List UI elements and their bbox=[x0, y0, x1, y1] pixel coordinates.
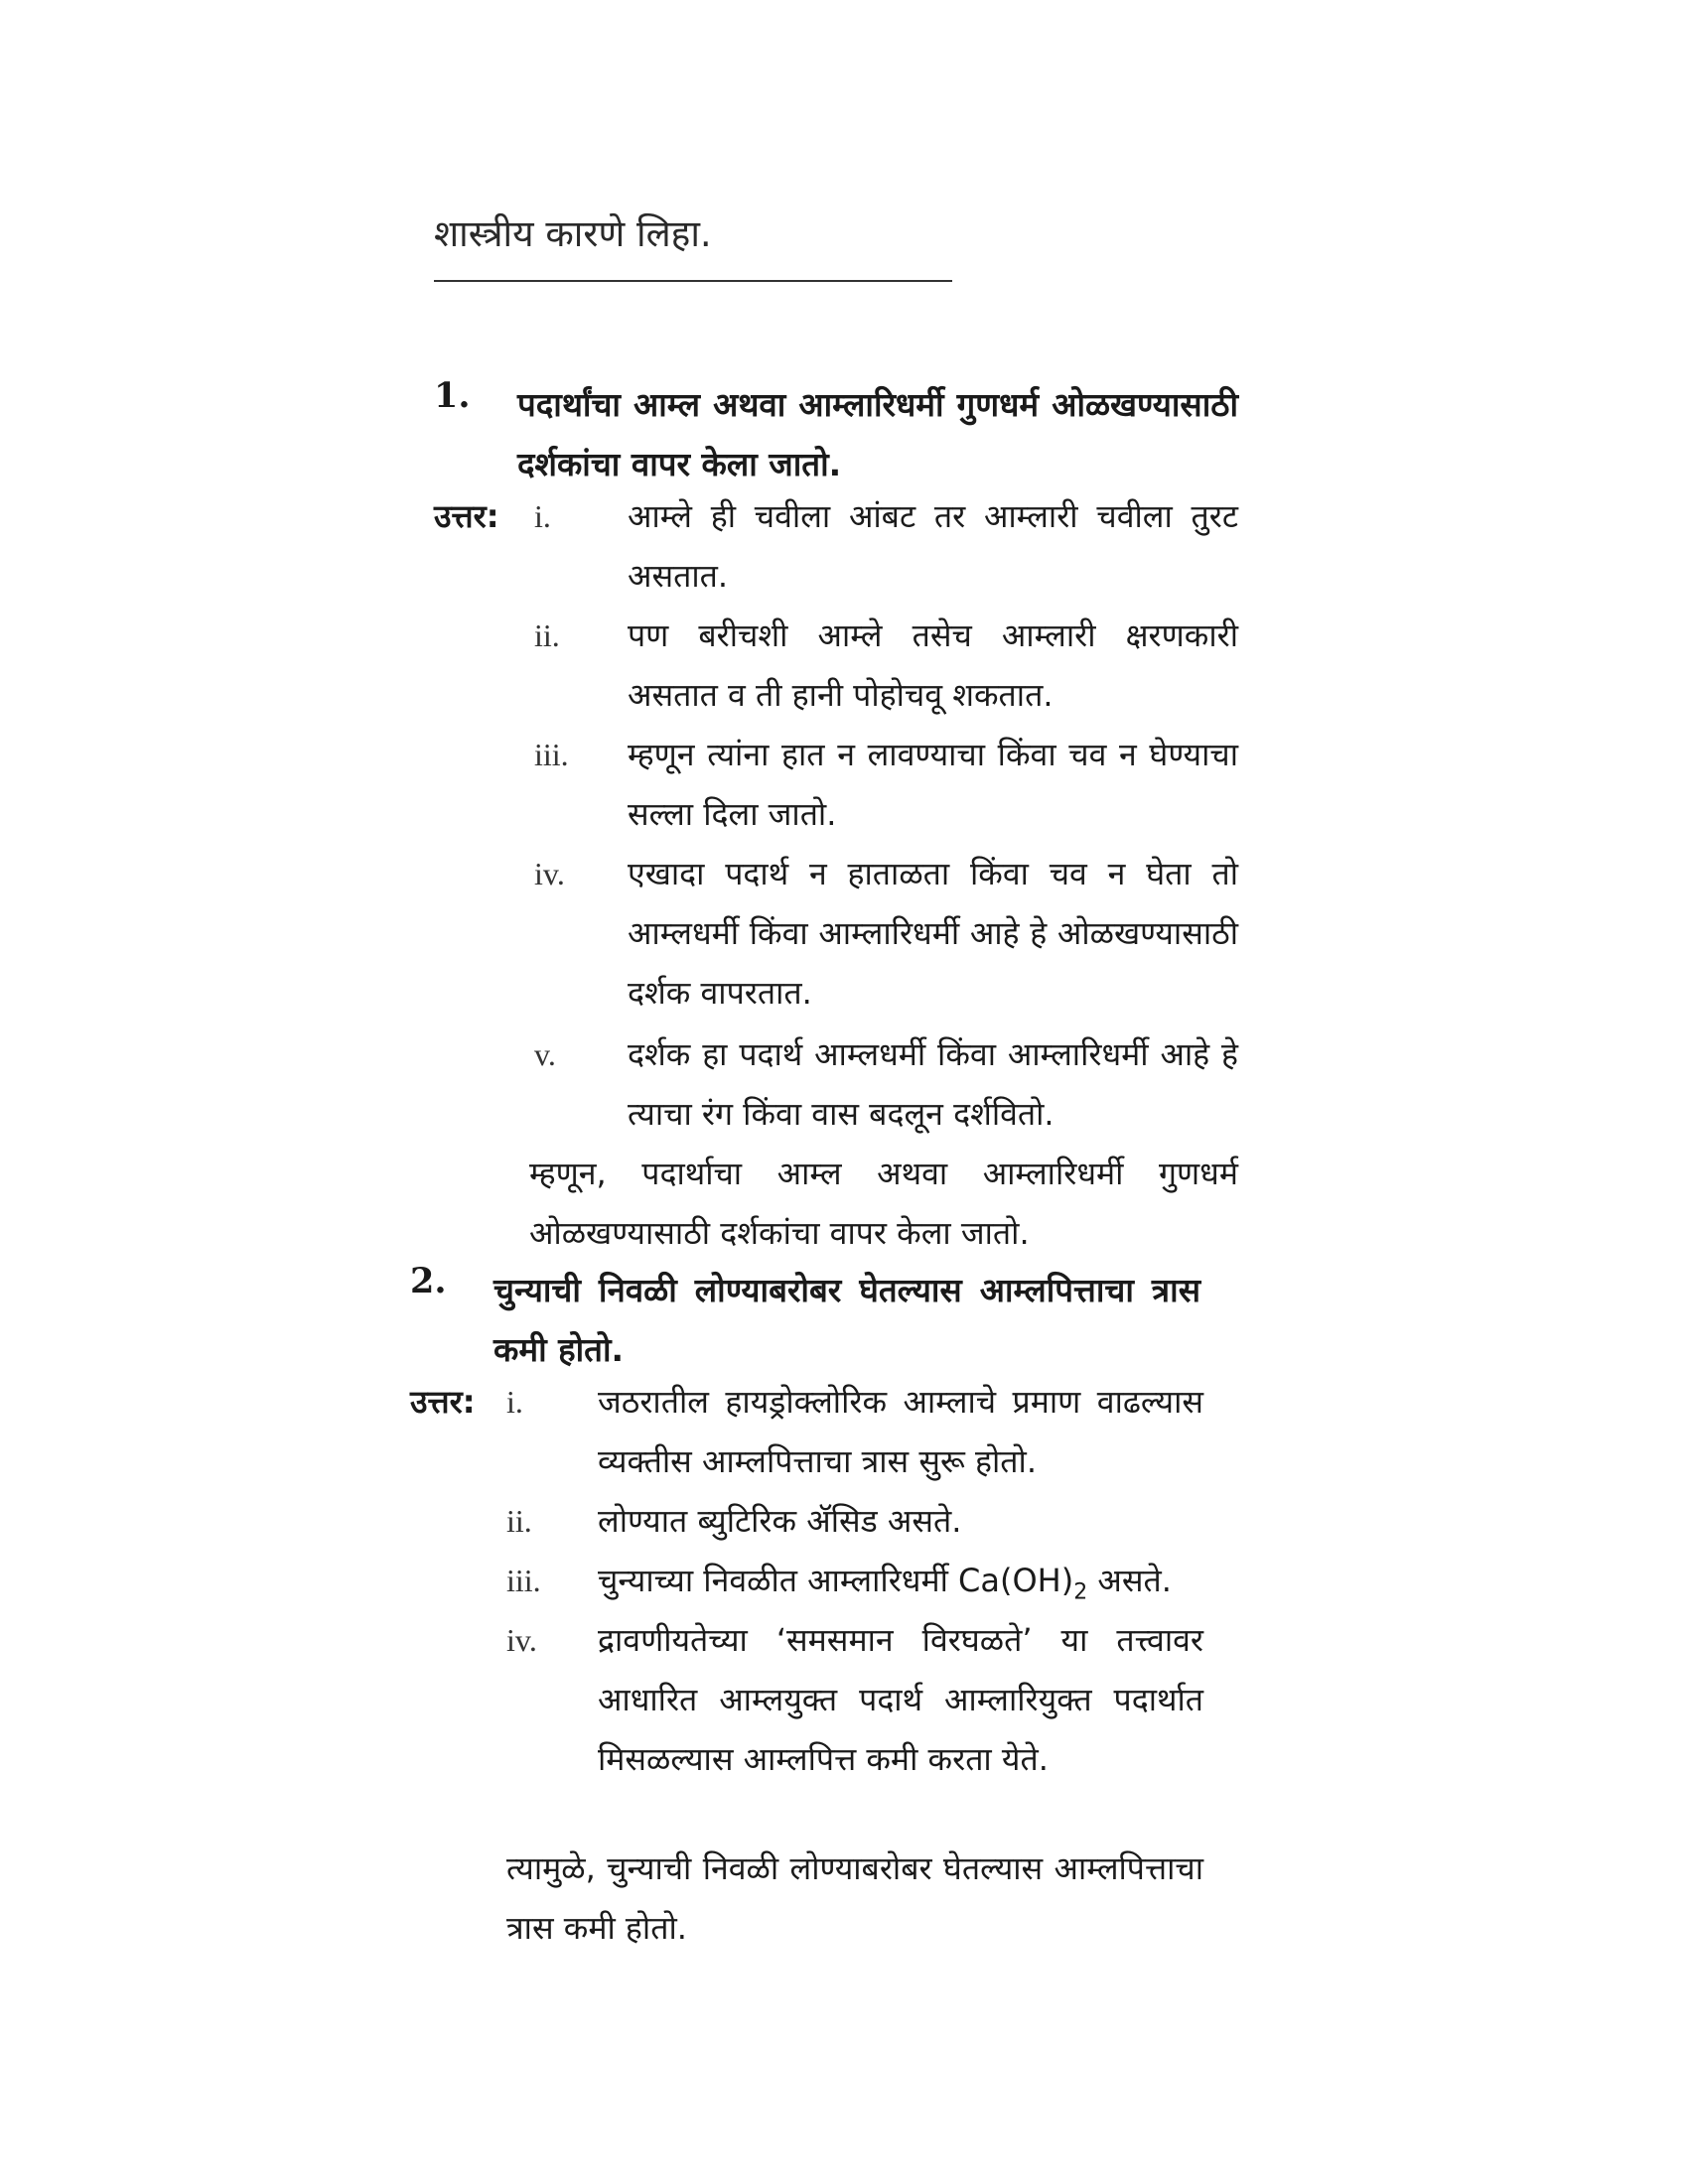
answer-point: दर्शक हा पदार्थ आम्लधर्मी किंवा आम्लारिधर्मी आहे हे त्याचा रंग किंवा वास बदलून दर्शवितो. bbox=[628, 1035, 1238, 1133]
point-text: चुन्याच्या निवळीत आम्लारिधर्मी Ca(OH) bbox=[598, 1562, 1074, 1599]
point-number: iii. bbox=[534, 737, 569, 772]
answer-point: द्रावणीयतेच्या ‘समसमान विरघळते’ या तत्त्वावर आधारित आम्लयुक्त पदार्थ आम्लारियुक्त पदार्थात मिसळल्यास आम्लपित्त कमी करता येते. bbox=[598, 1621, 1203, 1778]
point-number: iii. bbox=[506, 1563, 541, 1598]
answer-point: लोण्यात ब्युटिरिक ॲसिड असते. bbox=[598, 1502, 962, 1540]
point-text: असते. bbox=[1087, 1562, 1172, 1599]
answer-conclusion: म्हणून, पदार्थाचा आम्ल अथवा आम्लारिधर्मी गुणधर्म ओळखण्यासाठी दर्शकांचा वापर केला जातो. bbox=[529, 1155, 1238, 1252]
section-heading: शास्त्रीय कारणे लिहा. bbox=[434, 212, 712, 255]
question-text: चुन्याची निवळी लोण्याबरोबर घेतल्यास आम्लपित्ताचा त्रास कमी होतो. bbox=[493, 1271, 1200, 1369]
heading-underline bbox=[434, 280, 952, 282]
answer-label: उत्तर: bbox=[410, 1383, 476, 1421]
question-number: 1. bbox=[434, 375, 471, 416]
point-number: ii. bbox=[506, 1503, 532, 1539]
answer-point: म्हणून त्यांना हात न लावण्याचा किंवा चव न घेण्याचा सल्ला दिला जातो. bbox=[628, 736, 1238, 833]
question-1 bbox=[434, 375, 1238, 494]
answer-point: एखादा पदार्थ न हाताळता किंवा चव न घेता तो आम्लधर्मी किंवा आम्लारिधर्मी आहे हे ओळखण्यासाठी दर्शक वापरतात. bbox=[628, 855, 1238, 1012]
point-number: i. bbox=[534, 498, 551, 534]
question-number: 2. bbox=[410, 1261, 447, 1301]
subscript: 2 bbox=[1073, 1579, 1088, 1605]
point-number: v. bbox=[534, 1036, 556, 1072]
answer-point: जठरातील हायड्रोक्लोरिक आम्लाचे प्रमाण वाढल्यास व्यक्तीस आम्लपित्ताचा त्रास सुरू होतो. bbox=[598, 1383, 1203, 1480]
answer-label: उत्तर: bbox=[434, 497, 499, 535]
point-number: ii. bbox=[534, 617, 560, 653]
point-number: iv. bbox=[534, 856, 565, 891]
point-number: iv. bbox=[506, 1622, 537, 1658]
point-number: i. bbox=[506, 1384, 523, 1420]
question-2 bbox=[410, 1261, 1200, 1380]
answer-point: पण बरीचशी आम्ले तसेच आम्लारी क्षरणकारी असतात व ती हानी पोहोचवू शकतात. bbox=[628, 616, 1238, 714]
answer-conclusion: त्यामुळे, चुन्याची निवळी लोण्याबरोबर घेतल्यास आम्लपित्ताचा त्रास कमी होतो. bbox=[506, 1849, 1203, 1947]
question-text: पदार्थांचा आम्ल अथवा आम्लारिधर्मी गुणधर्म ओळखण्यासाठी दर्शकांचा वापर केला जातो. bbox=[517, 385, 1238, 483]
answer-point: आम्ले ही चवीला आंबट तर आम्लारी चवीला तुरट असतात. bbox=[628, 497, 1238, 595]
